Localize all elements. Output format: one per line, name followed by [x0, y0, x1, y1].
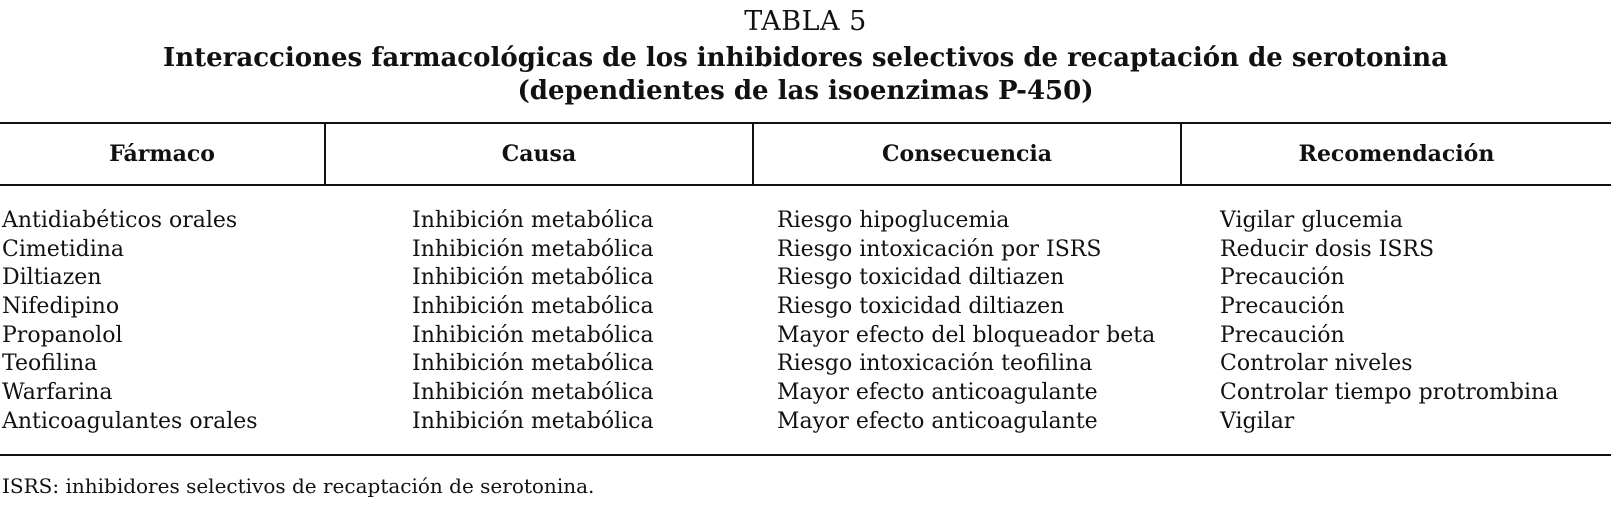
- cell-causa: Inhibición metabólica: [412, 408, 654, 434]
- header-rule: [0, 184, 1611, 186]
- cell-consecuencia: Riesgo intoxicación por ISRS: [777, 236, 1102, 262]
- cell-causa: Inhibición metabólica: [412, 236, 654, 262]
- table-row: [0, 236, 1611, 265]
- table-row: [0, 379, 1611, 408]
- table-row: [0, 408, 1611, 437]
- cell-recomendacion: Vigilar glucemia: [1220, 208, 1403, 233]
- cell-farmaco: Teofilina: [2, 351, 98, 377]
- cell-causa: Inhibición metabólica: [412, 265, 654, 291]
- cell-consecuencia: Riesgo toxicidad diltiazen: [777, 265, 1065, 291]
- table-title-line-2: (dependientes de las isoenzimas P-450): [517, 76, 1094, 106]
- cell-farmaco: Antidiabéticos orales: [2, 208, 238, 233]
- cell-causa: Inhibición metabólica: [412, 294, 654, 320]
- table-label: TABLA 5: [744, 6, 867, 37]
- cell-farmaco: Anticoagulantes orales: [2, 408, 258, 434]
- cell-recomendacion: Precaución: [1220, 322, 1345, 348]
- cell-consecuencia: Riesgo intoxicación teofilina: [777, 351, 1093, 377]
- table-row: [0, 264, 1611, 293]
- cell-consecuencia: Mayor efecto anticoagulante: [777, 380, 1098, 406]
- table-body: [0, 207, 1611, 437]
- cell-consecuencia: Riesgo toxicidad diltiazen: [777, 294, 1065, 320]
- cell-recomendacion: Vigilar: [1220, 408, 1295, 434]
- table-row: [0, 293, 1611, 322]
- table-row: [0, 322, 1611, 351]
- table-footnote: ISRS: inhibidores selectivos de recaptación de serotonina.: [2, 474, 595, 498]
- table-title: [0, 42, 1611, 108]
- cell-farmaco: Warfarina: [2, 380, 113, 406]
- cell-causa: Inhibición metabólica: [412, 322, 654, 348]
- header-consecuencia: Consecuencia: [882, 141, 1052, 167]
- cell-causa: Inhibición metabólica: [412, 351, 654, 377]
- cell-farmaco: Diltiazen: [2, 265, 102, 291]
- cell-recomendacion: Precaución: [1220, 294, 1345, 320]
- cell-consecuencia: Mayor efecto del bloqueador beta: [777, 322, 1156, 348]
- cell-causa: Inhibición metabólica: [412, 208, 654, 233]
- table-row: [0, 350, 1611, 379]
- cell-farmaco: Cimetidina: [2, 236, 125, 262]
- cell-recomendacion: Controlar niveles: [1220, 351, 1413, 377]
- cell-farmaco: Nifedipino: [2, 294, 120, 320]
- header-farmaco: Fármaco: [109, 141, 215, 167]
- table-row: [0, 207, 1611, 236]
- cell-farmaco: Propanolol: [2, 322, 123, 348]
- cell-consecuencia: Mayor efecto anticoagulante: [777, 408, 1098, 434]
- bottom-rule: [0, 454, 1611, 456]
- cell-recomendacion: Controlar tiempo protrombina: [1220, 380, 1559, 406]
- cell-recomendacion: Precaución: [1220, 265, 1345, 291]
- header-causa: Causa: [501, 141, 577, 167]
- header-recomendacion: Recomendación: [1298, 141, 1495, 167]
- table-title-line-1: Interacciones farmacológicas de los inhibidores selectivos de recaptación de serotonina: [163, 43, 1448, 73]
- cell-recomendacion: Reducir dosis ISRS: [1220, 236, 1435, 262]
- cell-consecuencia: Riesgo hipoglucemia: [777, 208, 1010, 233]
- cell-causa: Inhibición metabólica: [412, 380, 654, 406]
